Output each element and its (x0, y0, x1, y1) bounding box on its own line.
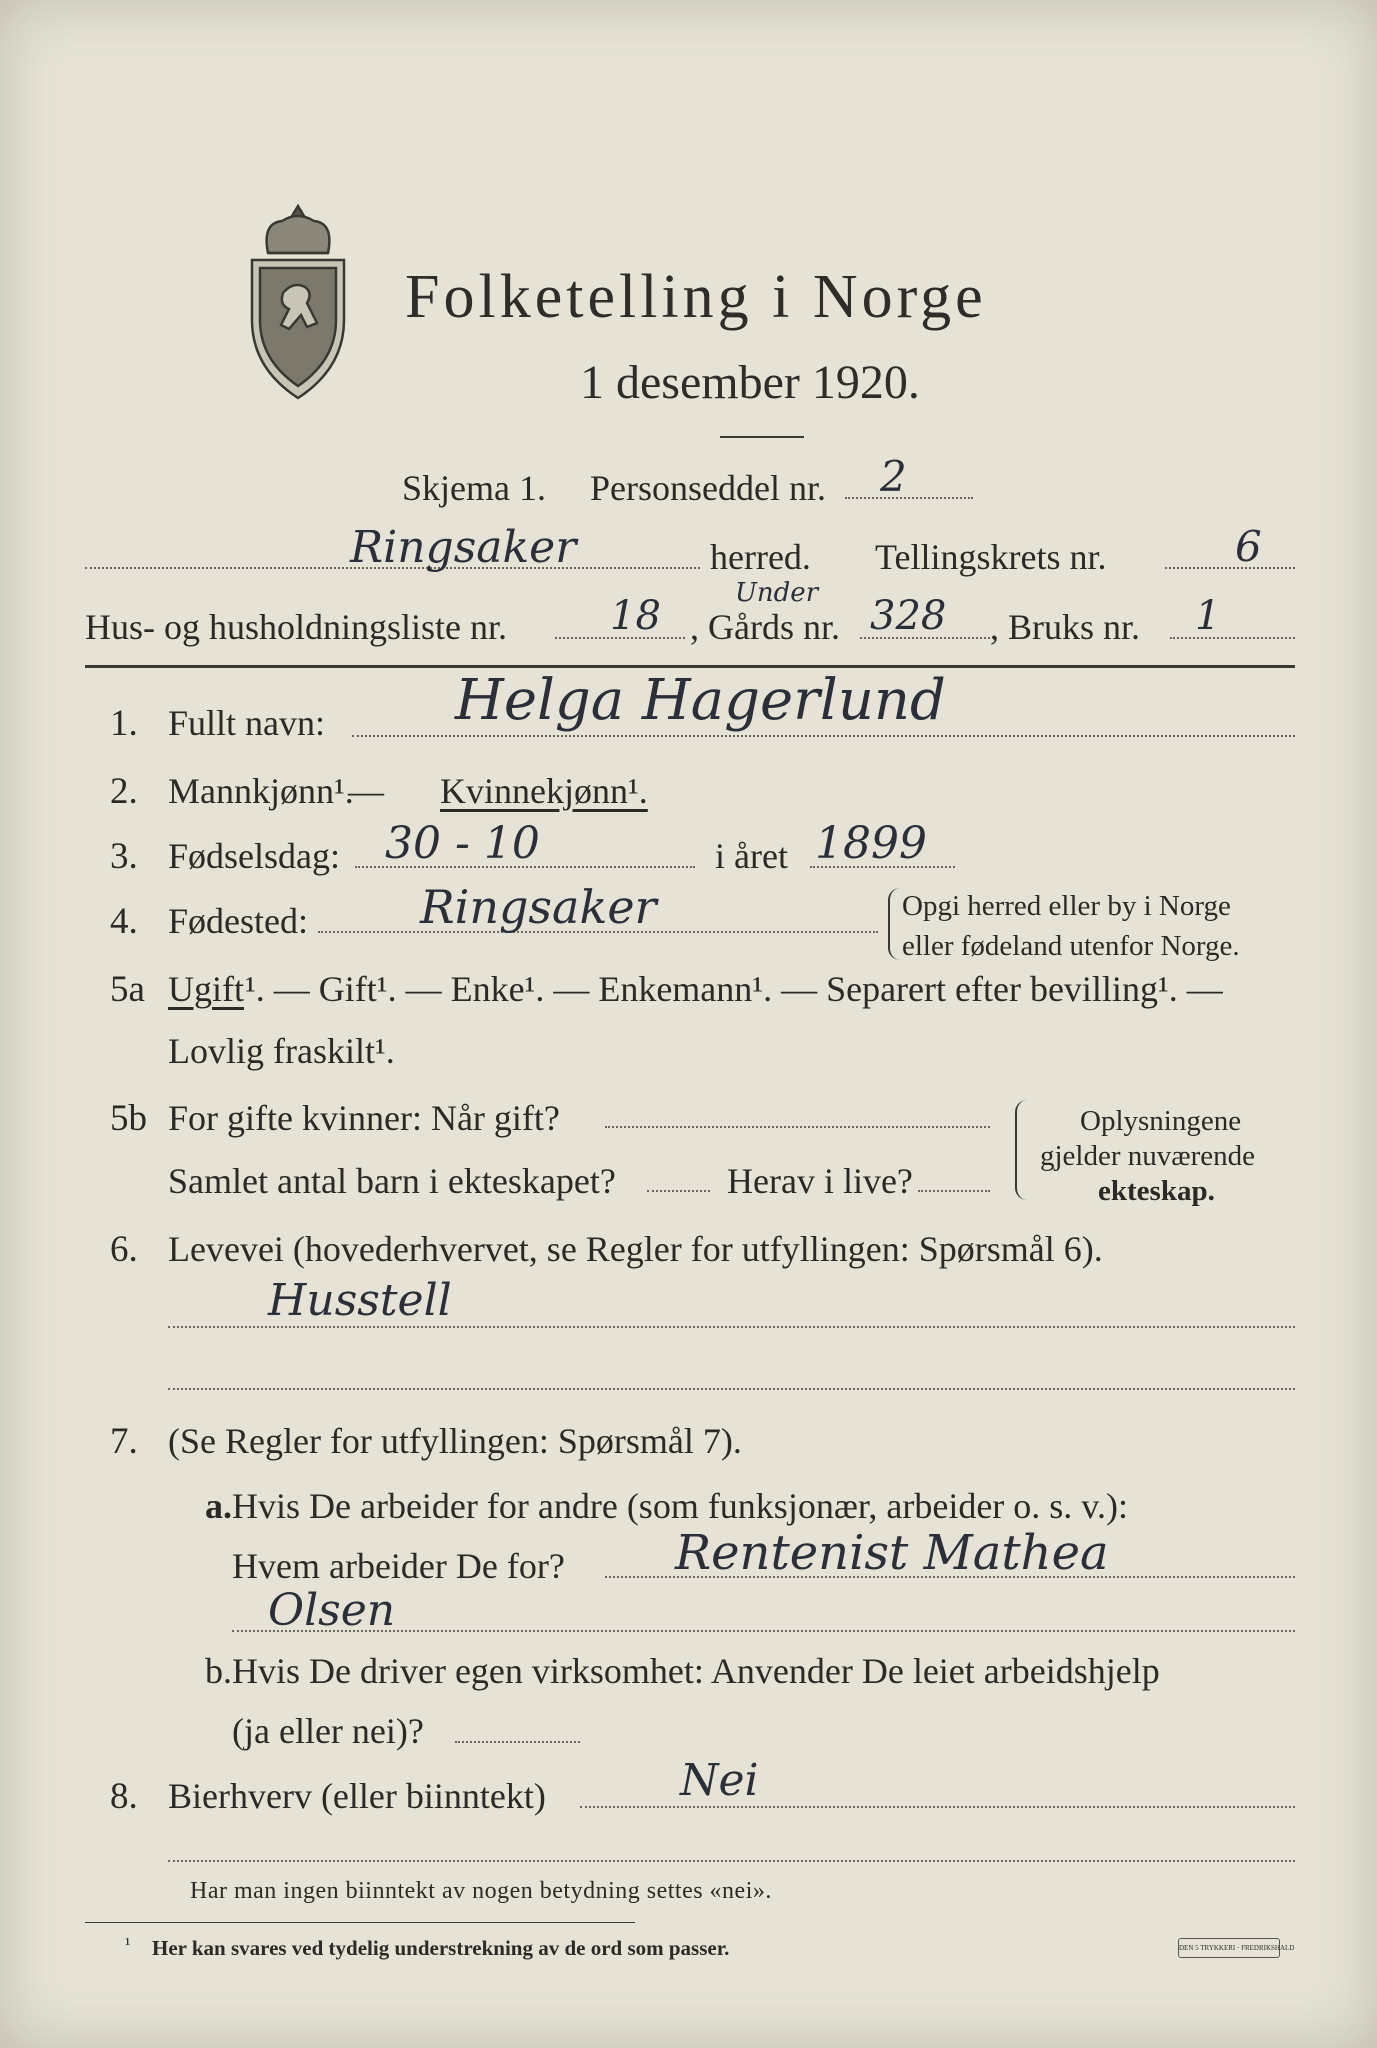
q5b-number: 5b (110, 1098, 147, 1139)
form-title: Folketelling i Norge (405, 263, 987, 331)
gards-note: Under (735, 578, 819, 608)
q7-number: 7. (110, 1421, 138, 1462)
q3-label: Fødselsdag: (168, 836, 341, 876)
q1-field-line (352, 735, 1295, 737)
herred-value: Ringsaker (350, 522, 577, 573)
personseddel-value: 2 (880, 452, 907, 501)
q5a-number: 5a (110, 969, 145, 1010)
q2-separator: — (348, 771, 384, 811)
q8-field-line-1 (580, 1806, 1295, 1808)
tellingskrets-label: Tellingskrets nr. (875, 537, 1107, 577)
q7b-field-line (455, 1741, 580, 1743)
q4-note-brace (888, 888, 900, 960)
q7b-question: (ja eller nei)? (232, 1711, 424, 1751)
q1-number: 1. (110, 703, 138, 744)
herred-label: herred. (710, 537, 811, 577)
q5b-children-field-line (647, 1190, 710, 1192)
personseddel-field-line (845, 497, 973, 499)
bruks-field-line (1170, 637, 1295, 639)
schema-label: Skjema 1. (402, 468, 546, 508)
husliste-value: 18 (610, 593, 661, 639)
q3-year-label: i året (715, 836, 788, 876)
q5b-alive-label: Herav i live? (727, 1161, 913, 1201)
q2-number: 2. (110, 771, 138, 812)
q1-value: Helga Hagerlund (455, 668, 946, 733)
q8-number: 8. (110, 1776, 138, 1817)
census-date: 1 desember 1920. (580, 356, 920, 409)
footnote-divider (85, 1922, 635, 1923)
q7-label: (Se Regler for utfyllingen: Spørsmål 7). (168, 1421, 742, 1461)
q8-field-line-2 (168, 1860, 1295, 1862)
norway-coat-of-arms-icon (238, 198, 358, 403)
q6-field-line-2 (168, 1388, 1295, 1390)
q1-label: Fullt navn: (168, 703, 326, 743)
q3-year-value: 1899 (815, 818, 927, 869)
q5b-note-line1: Oplysningene (1080, 1105, 1242, 1137)
q5a-option-ugift: Ugift (168, 969, 244, 1009)
footnote-text: Her kan svares ved tydelig understrekning av de ord som passer. (152, 1936, 730, 1960)
q6-value: Husstell (268, 1275, 452, 1326)
q2-option-female: Kvinnekjønn¹. (440, 771, 648, 811)
q7b-text: Hvis De driver egen virksomhet: Anvender De leiet arbeidshjelp (232, 1651, 1160, 1691)
footer-note: Har man ingen biinntekt av nogen betydning settes «nei». (190, 1878, 772, 1904)
q3-value: 30 - 10 (385, 818, 540, 869)
title-divider (720, 436, 804, 438)
gards-value: 328 (870, 593, 947, 639)
q4-value: Ringsaker (420, 880, 657, 934)
q6-label: Levevei (hovederhvervet, se Regler for utfyllingen: Spørsmål 6). (168, 1229, 1103, 1269)
q7a-value-line1: Rentenist Mathea (675, 1525, 1109, 1581)
bruks-value: 1 (1195, 593, 1221, 639)
q5b-note-line2: gjelder nuværende (1040, 1140, 1256, 1172)
q4-number: 4. (110, 901, 138, 942)
tellingskrets-value: 6 (1235, 522, 1262, 571)
q4-label: Fødested: (168, 901, 308, 941)
q8-label: Bierhverv (eller biinntekt) (168, 1776, 546, 1816)
q7a-text: Hvis De arbeider for andre (som funksjonær, arbeider o. s. v.): (232, 1486, 1128, 1526)
q7a-question: Hvem arbeider De for? (232, 1546, 565, 1586)
bruks-label: , Bruks nr. (990, 607, 1141, 647)
q7a-letter: a. (205, 1486, 232, 1526)
q2-option-male: Mannkjønn¹. (168, 771, 354, 811)
husliste-label: Hus- og husholdningsliste nr. (85, 607, 508, 647)
q5b-note-line3: ekteskap. (1098, 1175, 1215, 1207)
q6-number: 6. (110, 1229, 138, 1270)
q7a-value-line2: Olsen (268, 1585, 396, 1636)
tellingskrets-field-line (1165, 567, 1295, 569)
personseddel-label: Personseddel nr. (590, 468, 826, 508)
q4-note-line2: eller fødeland utenfor Norge. (902, 930, 1240, 962)
q4-note-line1: Opgi herred eller by i Norge (902, 890, 1231, 922)
gards-label: , Gårds nr. (690, 607, 840, 647)
q5b-note-brace (1015, 1100, 1029, 1200)
q5b-children-label: Samlet antal barn i ekteskapet? (168, 1161, 616, 1201)
q5a-options: ¹. — Gift¹. — Enke¹. — Enkemann¹. — Separert efter bevilling¹. — (245, 969, 1223, 1009)
q8-value: Nei (680, 1755, 759, 1806)
q5b-married-when-label: For gifte kvinner: Når gift? (168, 1098, 560, 1138)
q5b-married-when-field-line (605, 1126, 990, 1128)
q3-number: 3. (110, 836, 138, 877)
footnote-mark: ¹ (125, 1934, 131, 1954)
q5b-alive-field-line (918, 1190, 990, 1192)
q6-field-line-1 (168, 1326, 1295, 1328)
q5a-option-fraskilt: Lovlig fraskilt¹. (168, 1031, 395, 1071)
printer-stamp: DEN 5 TRYKKERI · FREDRIKSHALD (1178, 1938, 1280, 1958)
q7b-letter: b. (205, 1651, 232, 1691)
